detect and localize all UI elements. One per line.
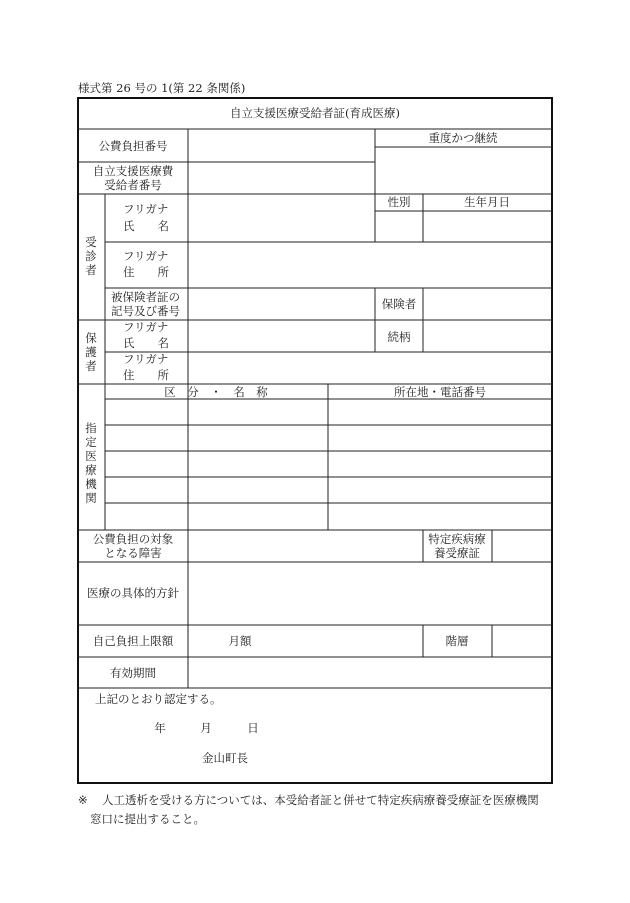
month-label: 月	[200, 721, 212, 735]
gender-label: 性別	[387, 195, 411, 209]
insurance-card-label-2: 記号及び番号	[111, 304, 180, 318]
guardian-group-label-1: 保	[85, 331, 97, 345]
target-disability-label-2: となる障害	[104, 546, 162, 560]
insurer-label: 保険者	[381, 297, 417, 311]
specified-disease-label-2: 養受療証	[434, 546, 480, 560]
income-tier-label: 階層	[445, 634, 469, 648]
institution-group-label-3: 医	[85, 449, 97, 463]
note-mark: ※	[78, 793, 88, 807]
specified-disease-label-1: 特定疾病療	[428, 532, 486, 546]
footnote-text-1: 人工透析を受ける方については、本受給者証と併せて特定疾病療養受療証を医療機関	[102, 793, 539, 807]
guardian-group-label-3: 者	[85, 359, 97, 373]
monthly-amount-label: 月額	[228, 634, 252, 648]
patient-address-label: 住 所	[123, 265, 169, 279]
institution-group-label-1: 指	[85, 421, 97, 435]
patient-address-furigana-label: フリガナ	[123, 249, 169, 263]
location-phone-header: 所在地・電話番号	[394, 385, 486, 399]
form-code: 様式第 26 号の 1(第 22 条関係)	[78, 81, 246, 95]
relationship-label: 続柄	[387, 330, 411, 344]
recipient-number-label-1: 自立支援医療費	[92, 164, 174, 178]
patient-group-label-2: 診	[85, 249, 97, 263]
guardian-address-furigana-label: フリガナ	[123, 352, 169, 366]
guardian-furigana-label: フリガナ	[123, 320, 169, 334]
institution-group-label-6: 関	[85, 491, 97, 505]
recipient-number-label-2: 受給者番号	[104, 178, 162, 192]
category-name-header: 区 分 ・ 名 称	[164, 385, 268, 399]
patient-furigana-label: フリガナ	[123, 202, 169, 216]
institution-group-label-2: 定	[85, 435, 97, 449]
institution-group-label-5: 機	[85, 477, 97, 491]
patient-group-label-3: 者	[85, 263, 97, 277]
guardian-address-label: 住 所	[123, 368, 169, 382]
birth-date-label: 生年月日	[464, 195, 510, 209]
insurance-card-label-1: 被保険者証の	[111, 290, 180, 304]
severe-continuous-label: 重度かつ継続	[428, 131, 498, 145]
treatment-policy-label: 医療の具体的方針	[87, 586, 179, 600]
guardian-group-label-2: 護	[85, 345, 97, 359]
form-title: 自立支援医療受給者証(育成医療)	[230, 106, 400, 120]
footnote	[78, 791, 568, 829]
patient-name-label: 氏 名	[123, 219, 169, 233]
day-label: 日	[247, 721, 259, 735]
valid-period-label: 有効期間	[110, 666, 156, 680]
target-disability-label-1: 公費負担の対象	[92, 532, 174, 546]
guardian-name-label: 氏 名	[123, 336, 169, 350]
footnote-line-2: 窓口に提出すること。	[90, 812, 205, 826]
institution-group-label-4: 療	[85, 463, 97, 477]
certification-text: 上記のとおり認定する。	[95, 692, 222, 706]
public-payer-number-label: 公費負担番号	[98, 139, 168, 153]
copay-limit-label: 自己負担上限額	[92, 634, 174, 648]
patient-group-label-1: 受	[85, 235, 97, 249]
year-label: 年	[154, 721, 166, 735]
mayor-label: 金山町長	[202, 751, 248, 765]
footnote-line-1	[78, 791, 568, 810]
